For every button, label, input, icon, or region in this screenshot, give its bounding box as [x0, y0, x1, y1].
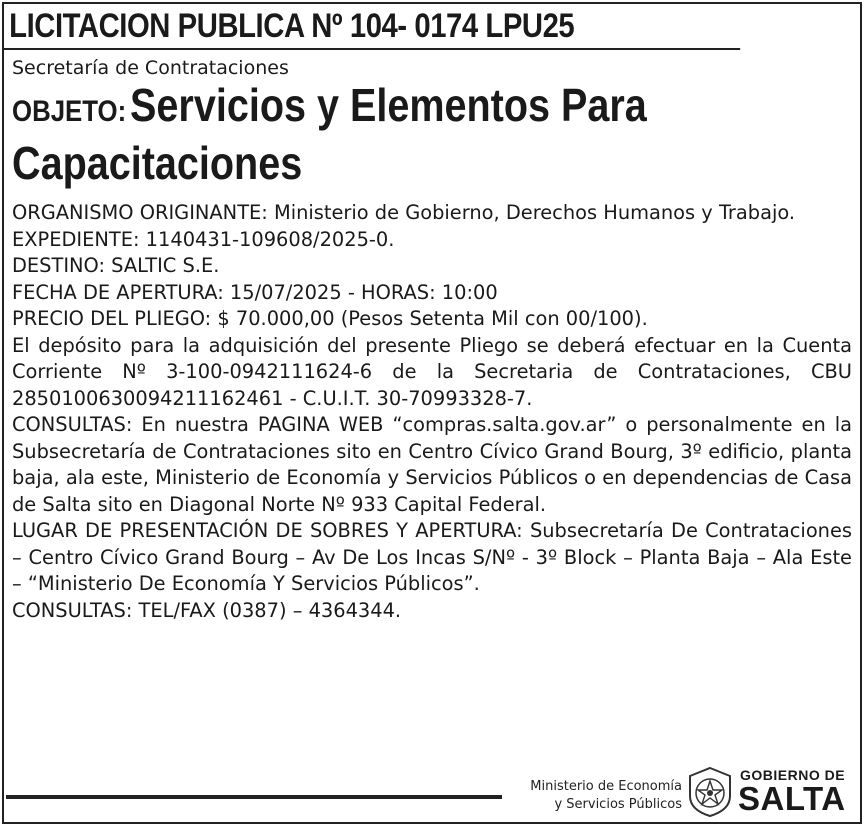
destino-line: DESTINO: SALTIC S.E.	[12, 254, 220, 277]
notice-body	[4, 50, 860, 624]
notice-title: LICITACION PUBLICA Nº 104- 0174 LPU25	[4, 4, 740, 50]
consultas-tel-line: CONSULTAS: TEL/FAX (0387) – 4364344.	[12, 598, 402, 622]
expediente-line: EXPEDIENTE: 1140431-109608/2025-0.	[12, 227, 395, 251]
gov-small-text: GOBIERNO DE	[740, 767, 846, 783]
organismo-paragraph: ORGANISMO ORIGINANTE: Ministerio de Gobierno, Derechos Humanos y Trabajo.	[12, 201, 796, 224]
footer-divider	[6, 795, 502, 799]
ministry-line-1: Ministerio de Economía	[530, 779, 682, 794]
objeto-label: OBJETO:	[12, 95, 127, 128]
notice-content	[12, 200, 852, 624]
deposito-paragraph: El depósito para la adquisición del presente Pliego se deberá efectuar en la Cuenta Corriente Nº 3-100-0942111624-6 de la Secretaria de Contrataciones, CBU 2850100630094211162461 - C.U.I.T. 30-70993328-7.	[12, 333, 852, 410]
precio-line: PRECIO DEL PLIEGO: $ 70.000,00 (Pesos Setenta Mil con 00/100).	[12, 307, 648, 330]
subtitle: Secretaría de Contrataciones	[12, 57, 289, 79]
footer-ministry	[510, 778, 682, 814]
gov-big-text: SALTA	[738, 780, 846, 817]
objeto-text: Servicios y Elementos Para Capacitaciones	[12, 79, 647, 189]
salta-seal-icon	[686, 766, 734, 818]
objeto-heading	[12, 79, 850, 198]
fecha-line: FECHA DE APERTURA: 15/07/2025 - HORAS: 10:00	[12, 280, 498, 304]
notice-frame	[2, 2, 862, 824]
consultas-paragraph: CONSULTAS: En nuestra PAGINA WEB “compras.salta.gov.ar” o personalmente en la Subsecretaría de Contrataciones sito en Centro Cívico Grand Bourg, 3º edificio, planta baja, ala este, Ministerio de Economía y Servicios Públicos o en dependencias de Casa de Salta sito en Diagonal Norte Nº 933 Capital Federal.	[12, 413, 852, 516]
ministry-line-2: y Servicios Públicos	[554, 797, 682, 812]
lugar-paragraph: LUGAR DE PRESENTACIÓN DE SOBRES Y APERTURA: Subsecretaría De Contrataciones – Centro Cívico Grand Bourg – Av De Los Incas S/Nº - 3º Block – Planta Baja – Ala Este – “Ministerio De Economía Y Servicios Públicos”.	[12, 519, 852, 595]
